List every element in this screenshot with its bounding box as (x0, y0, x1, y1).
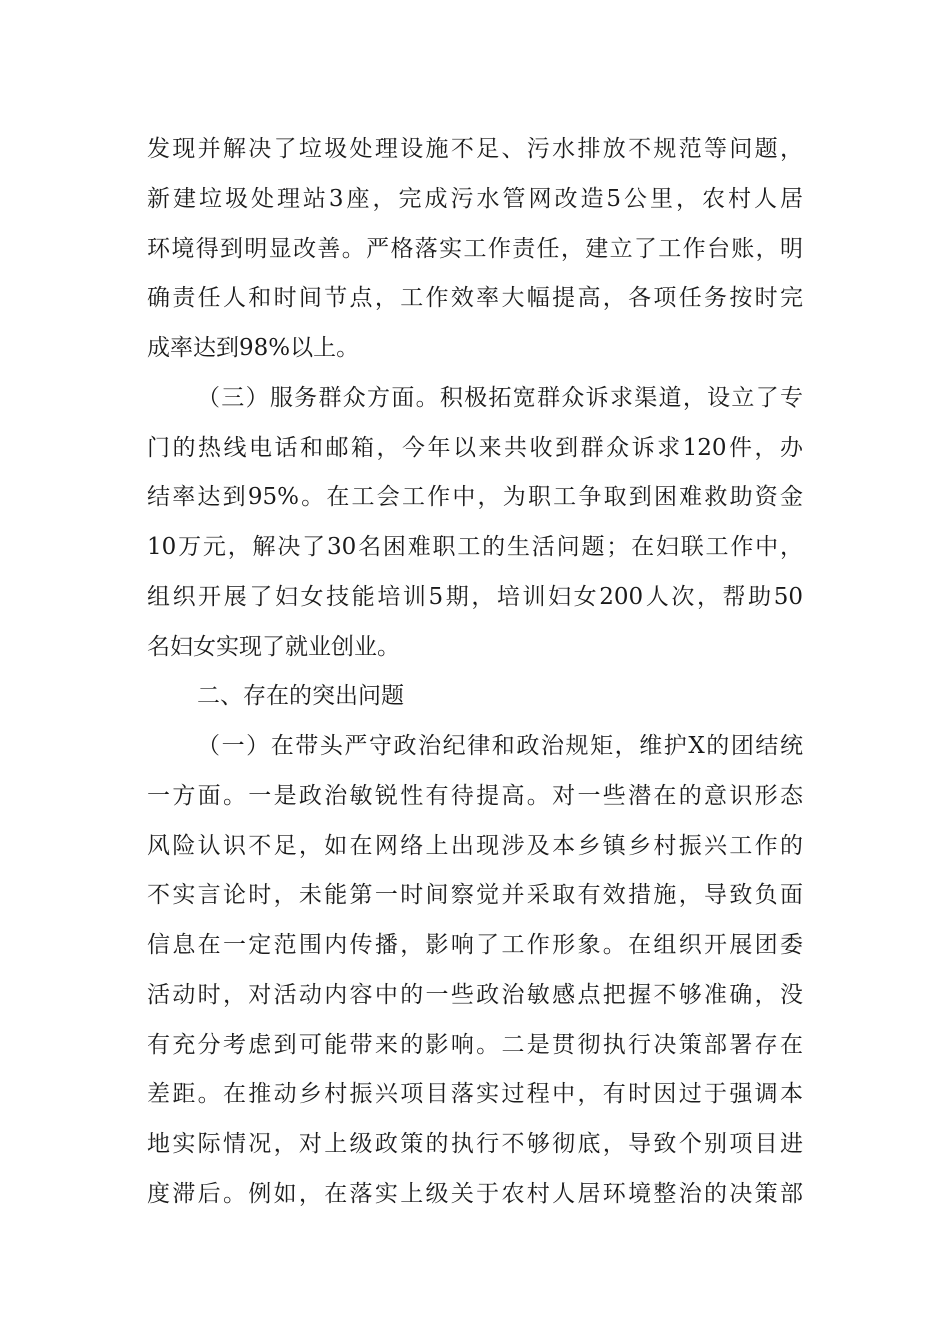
paragraph-serving-the-public (147, 374, 803, 673)
paragraph-continuation (147, 125, 803, 374)
document-body (147, 125, 803, 1220)
text-line: 地实际情况，对上级政策的执行不够彻底，导致个别项目进 (147, 1131, 803, 1157)
text-line: 确责任人和时间节点，工作效率大幅提高，各项任务按时完 (147, 285, 803, 312)
text-line: 结率达到95%。在工会工作中，为职工争取到困难救助资金 (147, 484, 803, 511)
text-line: 发现并解决了垃圾处理设施不足、污水排放不规范等问题， (147, 136, 803, 162)
text-line: 环境得到明显改善。严格落实工作责任，建立了工作台账，明 (147, 235, 803, 262)
paragraph-political-discipline (147, 722, 803, 1220)
text-line: 信息在一定范围内传播，影响了工作形象。在组织开展团委 (147, 932, 803, 958)
text-line: （三）服务群众方面。积极拓宽群众诉求渠道，设立了专 (197, 384, 803, 411)
text-line: 风险认识不足，如在网络上出现涉及本乡镇乡村振兴工作的 (147, 832, 803, 859)
text-line: 有充分考虑到可能带来的影响。二是贯彻执行决策部署存在 (147, 1031, 803, 1058)
text-line: 差距。在推动乡村振兴项目落实过程中，有时因过于强调本 (147, 1081, 803, 1108)
text-line: 新建垃圾处理站3座，完成污水管网改造5公里，农村人居 (147, 185, 803, 212)
text-line: （一）在带头严守政治纪律和政治规矩，维护X的团结统 (197, 733, 803, 759)
text-line: 组织开展了妇女技能培训5期，培训妇女200人次，帮助50 (147, 583, 803, 610)
text-line: 名妇女实现了就业创业。 (147, 633, 400, 660)
text-line: 度滞后。例如，在落实上级关于农村人居环境整治的决策部 (147, 1180, 803, 1207)
text-line: 一方面。一是政治敏锐性有待提高。对一些潜在的意识形态 (147, 782, 803, 809)
section-heading: 二、存在的突出问题 (197, 683, 404, 710)
text-line: 成率达到98%以上。 (147, 335, 360, 361)
text-line: 不实言论时，未能第一时间察觉并采取有效措施，导致负面 (147, 882, 803, 909)
text-line: 门的热线电话和邮箱，今年以来共收到群众诉求120件，办 (147, 434, 803, 461)
text-line: 10万元，解决了30名困难职工的生活问题；在妇联工作中， (147, 534, 803, 560)
text-line: 活动时，对活动内容中的一些政治敏感点把握不够准确，没 (147, 981, 803, 1008)
